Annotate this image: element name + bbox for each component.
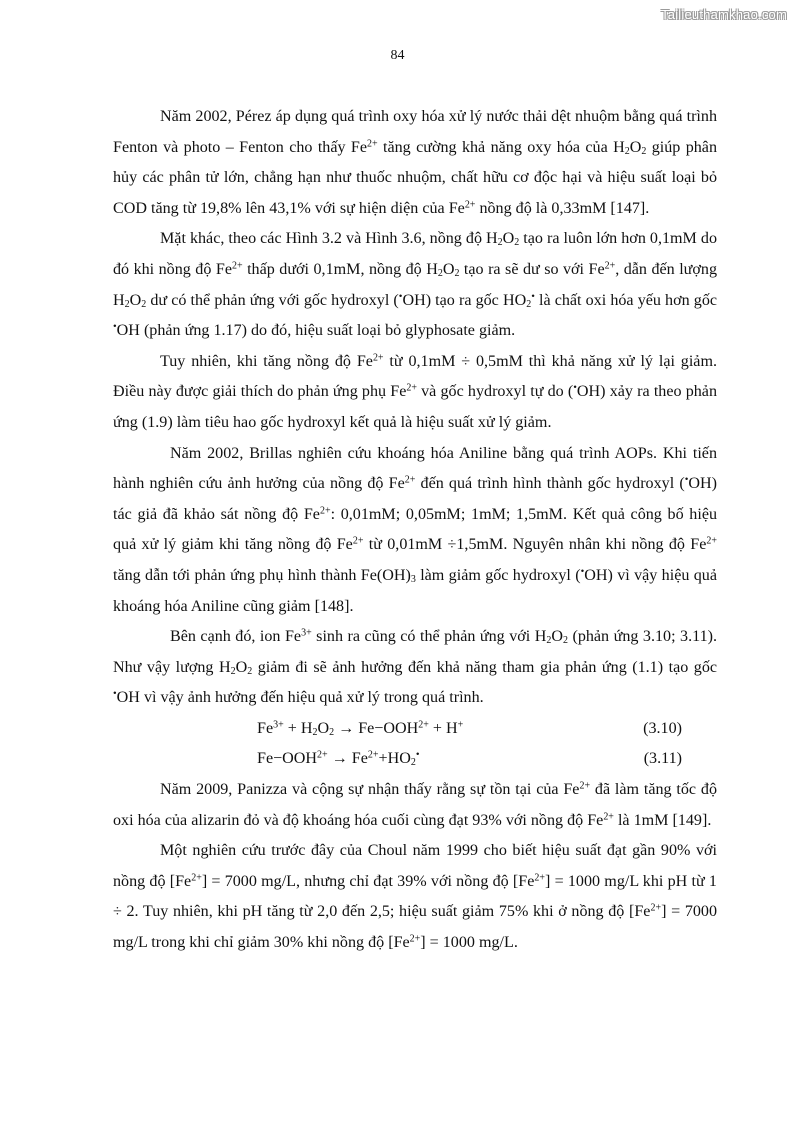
paragraph-brillas-2002: Năm 2002, Brillas nghiên cứu khoáng hóa Aniline bằng quá trình AOPs. Khi tiến hành nghiên cứu ảnh hưởng của nồng độ $Fe^{2+}$ đến quá trình hình thành gốc hydroxyl (•OH) tác giả đã khảo sát nồng độ $Fe^{2+}$: 0,01mM; 0,05mM; 1mM; 1,5mM. Kết quả công bố hiệu quả xử lý giảm khi tăng nồng độ $Fe^{2+}$ từ 0,01mM ÷1,5mM. Nguyên nhân khi nồng độ $Fe^{2+}$ tăng dẫn tới phản ứng phụ hình thành $Fe(OH)_3$ làm giảm gốc hydroxyl (•OH) vì vậy hiệu quả khoáng hóa Aniline cũng giảm [148].	[113, 444, 718, 615]
paragraph-fe3-ion: Bên cạnh đó, ion $Fe^{3+}$ sinh ra cũng có thể phản ứng với $H_2O_2$ (phản ứng 3.10; 3.11). Như vậy lượng $H_2O_2$ giảm đi sẽ ảnh hưởng đến khả năng tham gia phản ứng (1.1) tạo gốc •OH vì vậy ảnh hưởng đến hiệu quả xử lý trong quá trình.	[113, 627, 718, 707]
watermark: Tailieuthamkhao.com	[661, 7, 787, 22]
equation-body: $Fe-OOH^{2+} \to Fe^{2+}+HO_2^•$	[257, 749, 420, 769]
equation-body: $Fe^{3+} + H_2O_2 \to Fe-OOH^{2+} + H^+$	[257, 719, 464, 738]
paragraph-choul-1999: Một nghiên cứu trước đây của Choul năm 1999 cho biết hiệu suất đạt gần 90% với nồng độ $[Fe^{2+}] = 7000$ mg/L, nhưng chỉ đạt 39% với nồng độ $[Fe^{2+}] = 1000$ mg/L khi pH từ 1 ÷ 2. Tuy nhiên, khi pH tăng từ 2,0 đến 2,5; hiệu suất giảm 75% khi ở nồng độ $[Fe^{2+}] = 7000$ mg/L trong khi chỉ giảm 30% khi nồng độ $[Fe^{2+}] = 1000$ mg/L.	[113, 842, 718, 952]
document-body	[113, 102, 717, 959]
page-number: 84	[390, 48, 405, 63]
equation-number: (3.11)	[643, 750, 682, 768]
paragraph-panizza-2009: Năm 2009, Panizza và cộng sự nhận thấy rằng sự tồn tại của $Fe^{2+}$ đã làm tăng tốc độ oxi hóa của alizarin đỏ và độ khoáng hóa cuối cùng đạt 93% với nồng độ $Fe^{2+}$ là 1mM [149].	[113, 780, 718, 829]
equation-3-11	[113, 744, 717, 775]
paragraph-perez-2002: Năm 2002, Pérez áp dụng quá trình oxy hóa xử lý nước thải dệt nhuộm bằng quá trình Fenton và photo – Fenton cho thấy $Fe^{2+}$ tăng cường khả năng oxy hóa của $H_2O_2$ giúp phân hủy các phân tử lớn, chẳng hạn như thuốc nhuộm, chất hữu cơ độc hại và hiệu suất loại bỏ COD tăng từ 19,8% lên 43,1% với sự hiện diện của $Fe^{2+}$ nồng độ là 0,33mM [147].	[113, 108, 717, 217]
equation-3-10	[113, 714, 717, 745]
equation-number: (3.10)	[643, 719, 682, 737]
paragraph-h2o2-concentration: Mặt khác, theo các Hình 3.2 và Hình 3.6, nồng độ $H_2O_2$ tạo ra luôn lớn hơn 0,1mM do đó khi nồng độ $Fe^{2+}$ thấp dưới 0,1mM, nồng độ $H_2O_2$ tạo ra sẽ dư so với $Fe^{2+}$, dẫn đến lượng $H_2O_2$ dư có thể phản ứng với gốc hydroxyl (•OH) tạo ra gốc $HO_2^•$ là chất oxi hóa yếu hơn gốc •OH (phản ứng 1.17) do đó, hiệu suất loại bỏ glyphosate giảm.	[113, 230, 718, 340]
paragraph-fe-increase: Tuy nhiên, khi tăng nồng độ $Fe^{2+}$ từ 0,1mM ÷ 0,5mM thì khả năng xử lý lại giảm. Điều này được giải thích do phản ứng phụ $Fe^{2+}$ và gốc hydroxyl tự do (•OH) xảy ra theo phản ứng (1.9) làm tiêu hao gốc hydroxyl kết quả là hiệu suất xử lý giảm.	[113, 352, 717, 431]
arrow-icon: →	[334, 719, 359, 737]
arrow-icon: →	[327, 750, 352, 768]
